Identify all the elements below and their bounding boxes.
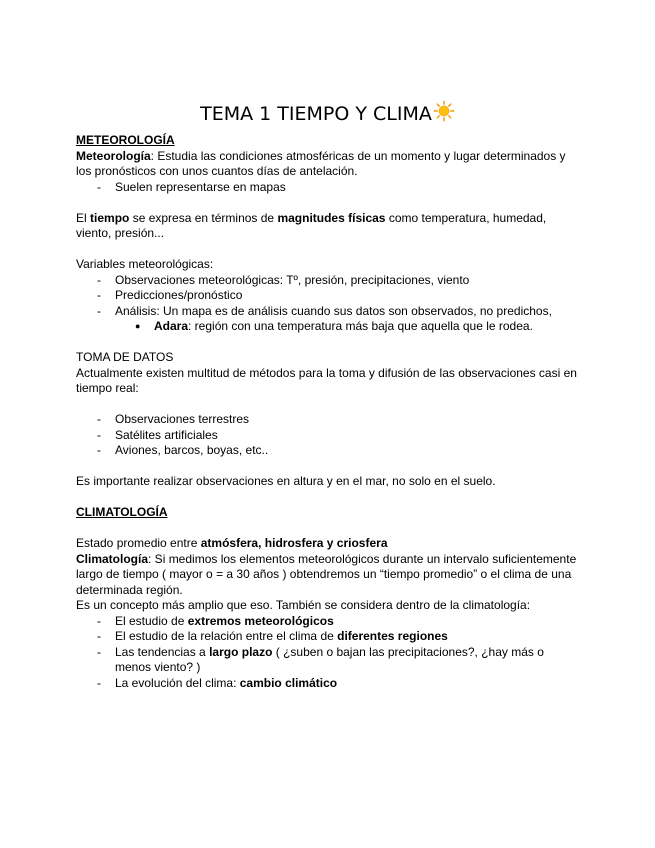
climatologia-def-text: : Si medimos los elementos meteorológicos durante un intervalo suficientemente largo de tiempo ( mayor o = a 30 años ) obtendremos un “tiempo promedio” o el clima de una determinada región. [76,551,577,597]
tiempo-text-1: El [76,210,91,225]
document-body [76,133,581,691]
item3-bold: largo plazo [209,644,273,659]
meteorologia-bullet-list [76,180,581,196]
page-title [0,100,655,126]
item2-text: El estudio de la relación entre el clima de [115,629,338,643]
variables-list [76,273,581,335]
section-heading-toma-datos: TOMA DE DATOS [76,350,174,364]
variables-intro: Variables meteorológicas: [76,257,214,271]
adara-term: Adara [154,319,189,333]
toma-datos-intro: Actualmente existen multitud de métodos para la toma y difusión de las observaciones casi en tiempo real: [76,365,577,395]
list-item [115,645,581,676]
item4-text: La evolución del clima: [115,675,240,690]
sun-icon [433,100,455,122]
tiempo-bold-1: tiempo [90,210,130,225]
climatologia-list [76,614,581,692]
estado-bold: atmósfera, hidrosfera y criosfera [200,536,388,550]
item1-bold: extremos meteorológicos [187,613,334,628]
estado-promedio [76,536,581,552]
meteorologia-definition [76,149,581,180]
tiempo-text-3: como temperatura, humedad, viento, presión... [76,210,547,240]
tiempo-bold-2: magnitudes físicas [277,210,386,225]
list-item: - Satélites artificiales [115,428,581,444]
adara-text: : región con una temperatura más baja que aquella que le rodea. [188,319,533,333]
estado-text: Estado promedio entre [76,536,201,550]
item1-text: El estudio de [115,613,188,628]
list-item [115,614,581,630]
item3-text-b: ( ¿suben o bajan las precipitaciones?, ¿hay más o menos viento? ) [115,644,544,674]
toma-datos-note: Es importante realizar observaciones en altura y en el mar, no solo en el suelo. [76,474,496,488]
item2-bold: diferentes regiones [337,629,448,643]
analisis-sublist [115,319,581,335]
list-item: - Observaciones meteorológicas: Tº, presión, precipitaciones, viento [115,273,581,289]
list-item [154,319,581,335]
tiempo-text-2: se expresa en términos de [129,210,278,225]
list-item: - Suelen representarse en mapas [115,180,581,196]
item4-bold: cambio climático [239,675,338,690]
concepto-paragraph: Es un concepto más amplio que eso. También se considera dentro de la climatología: [76,598,531,612]
toma-datos-list [76,412,581,459]
list-item: - Observaciones terrestres [115,412,581,428]
list-item [115,629,581,645]
list-item [115,676,581,692]
meteorologia-def-text: : Estudia las condiciones atmosféricas de un momento y lugar determinados y los pronósticos con unos cuantos días de antelación. [76,148,566,178]
meteorologia-term: Meteorología [76,148,151,163]
climatologia-definition [76,552,581,599]
tiempo-paragraph [76,211,581,242]
list-item [115,304,581,335]
title-text: TEMA 1 TIEMPO Y CLIMA [200,103,432,125]
climatologia-term: Climatología [76,551,149,566]
analisis-text: Análisis: Un mapa es de análisis cuando sus datos son observados, no predichos, [115,303,552,318]
section-heading-climatologia: CLIMATOLOGÍA [76,505,168,519]
list-item: - Aviones, barcos, boyas, etc.. [115,443,581,459]
list-item: - Predicciones/pronóstico [115,288,581,304]
section-heading-meteorologia: METEOROLOGÍA [76,133,175,147]
item3-text-a: Las tendencias a [115,644,210,659]
